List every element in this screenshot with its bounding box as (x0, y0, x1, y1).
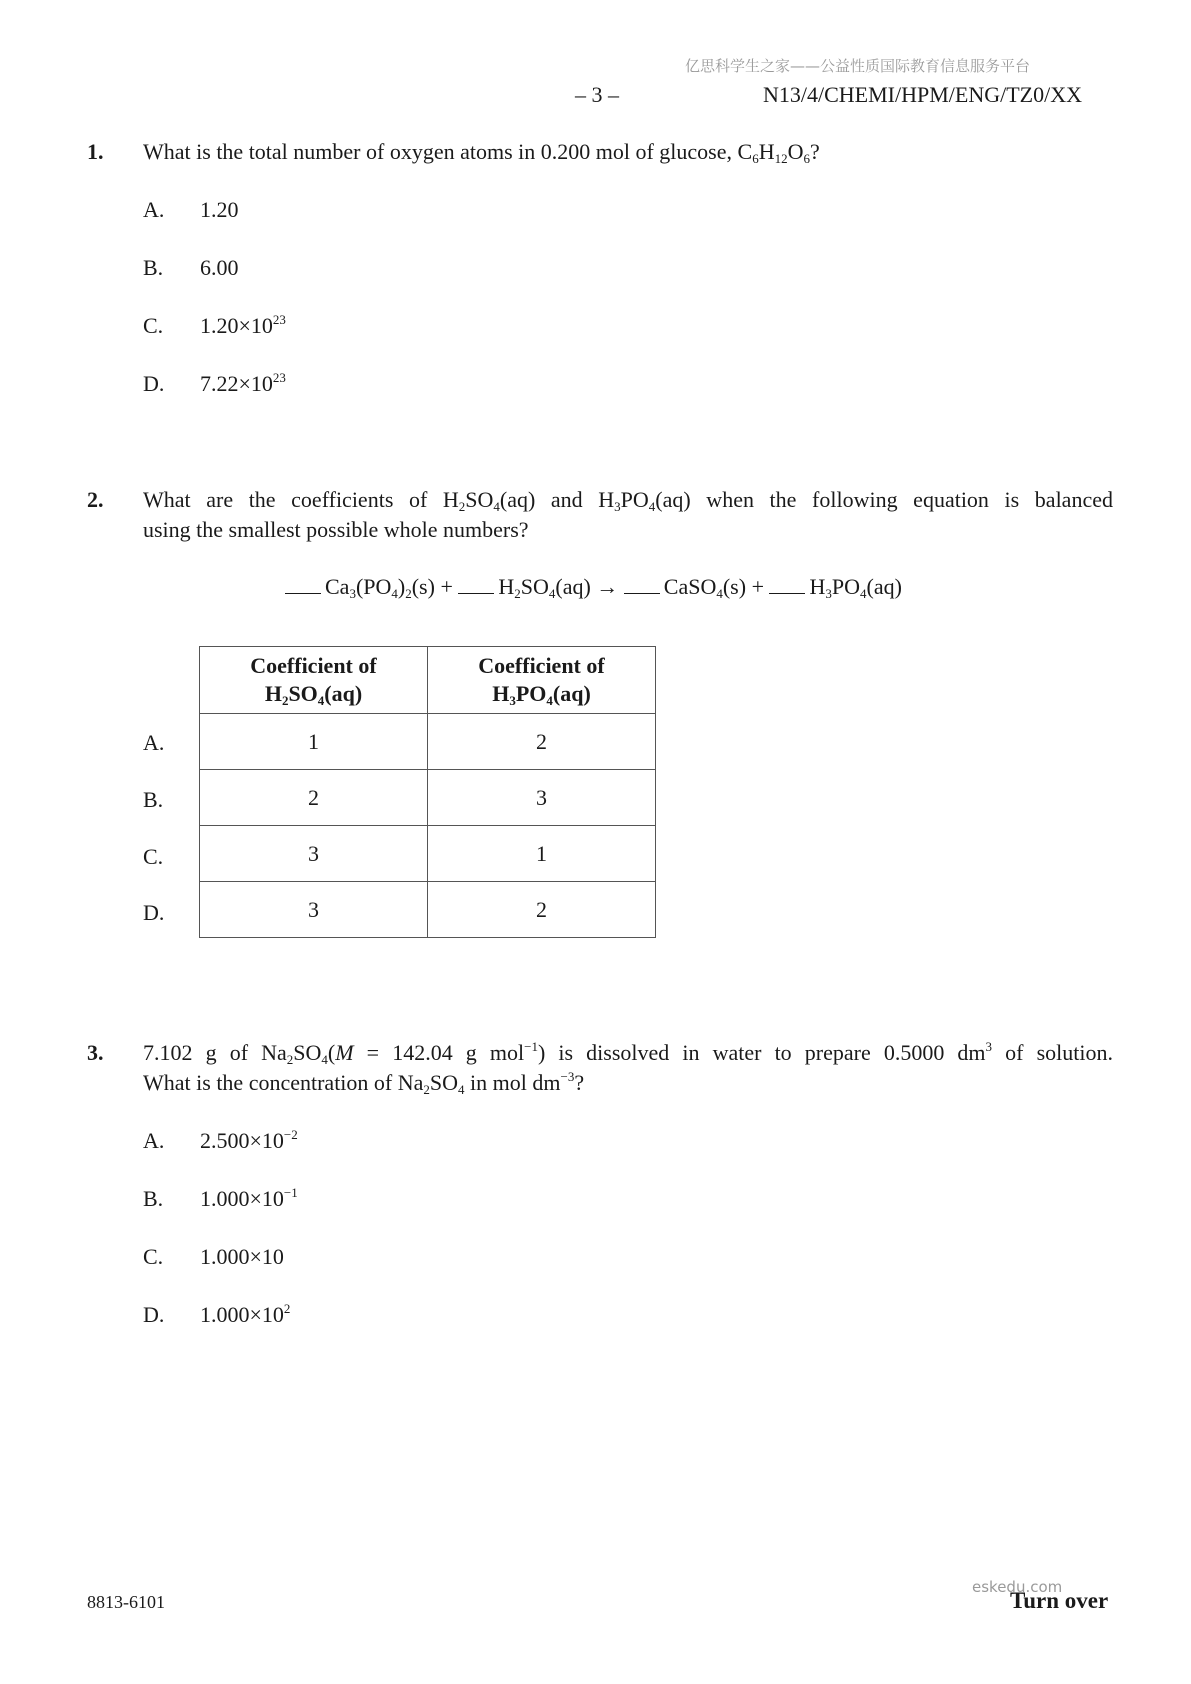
q1-option-value-text: 1.20×10 (200, 313, 273, 338)
blank-3 (624, 575, 660, 594)
q3-option-value-text: 1.000×10 (200, 1244, 284, 1269)
q3-sub: 4 (458, 1082, 465, 1097)
q1-sub: 6 (752, 151, 759, 166)
header-sub: 2 (281, 693, 289, 708)
q3-text-part: 7.102 g of Na (143, 1040, 287, 1065)
q3-option-letter: D. (143, 1302, 165, 1327)
table-cell: 3 (428, 770, 656, 826)
q3-text-part: SO (293, 1040, 322, 1065)
table-cell: 2 (200, 770, 428, 826)
q3-option-value (200, 1302, 290, 1328)
table-row (200, 770, 656, 826)
q3-text-part: ) is dissolved in water to prepare 0.5000 dm (537, 1040, 986, 1065)
table-cell: 2 (428, 882, 656, 938)
q3-option-exponent: −2 (283, 1127, 298, 1142)
q2-sub: 4 (648, 499, 656, 514)
page-number: – 3 – (575, 82, 619, 107)
q1-option-letter: B. (143, 255, 164, 280)
q1-option-exponent: 23 (272, 370, 286, 385)
q1-option-value-text: 7.22×10 (200, 371, 273, 396)
q3-option-letter: A. (143, 1128, 165, 1153)
header-sub: 4 (546, 693, 553, 708)
q2-text-part: What are the coefficients of H (143, 487, 459, 512)
q3-option-letter: C. (143, 1244, 164, 1269)
q3-molar-mass-symbol: M (335, 1040, 354, 1065)
q3-text-line1 (143, 1038, 1113, 1068)
q1-text-part: O (787, 139, 804, 164)
table-row (200, 826, 656, 882)
q1-option-value-text: 6.00 (200, 255, 239, 280)
q1-option-letter: A. (143, 197, 165, 222)
q3-sub: 2 (286, 1052, 294, 1067)
footer-code: 8813-6101 (87, 1592, 165, 1612)
header-sub: 3 (509, 693, 516, 708)
q1-option-value (200, 313, 286, 339)
table-cell: 2 (428, 714, 656, 770)
table-cell: 3 (200, 882, 428, 938)
q1-option-value (200, 197, 239, 223)
q2-text-part: (aq) and H (499, 487, 615, 512)
watermark-top: 亿思科学生之家——公益性质国际教育信息服务平台 (685, 57, 1031, 75)
q1-text-end: ? (809, 139, 820, 164)
q3-option-value (200, 1128, 298, 1154)
q1-text-part: H (758, 139, 775, 164)
header-text: SO (288, 681, 318, 706)
table-header-h3po4 (428, 647, 656, 714)
header-text: PO (515, 681, 547, 706)
q1-option-value (200, 371, 286, 397)
q3-text-part: in mol dm (464, 1070, 561, 1095)
q3-number: 3. (87, 1040, 104, 1065)
q2-row-letter: A. (143, 730, 165, 755)
q1-sub: 12 (774, 151, 788, 166)
q2-row-letter: D. (143, 900, 165, 925)
table-row (200, 714, 656, 770)
q3-sup: −3 (560, 1069, 575, 1084)
table-cell: 1 (200, 714, 428, 770)
q3-text-part: ? (574, 1070, 585, 1095)
q1-option-letter: C. (143, 313, 164, 338)
table-header-row (200, 647, 656, 714)
q3-option-value-text: 2.500×10 (200, 1128, 284, 1153)
q2-text-part: (aq) when the following equation is balanced (655, 487, 1113, 512)
q3-option-value-text: 1.000×10 (200, 1186, 284, 1211)
header-text: H (492, 681, 510, 706)
q3-option-exponent: 2 (283, 1301, 291, 1316)
q2-answer-table (199, 646, 656, 938)
header-text: (aq) (324, 681, 363, 706)
q2-sub: 4 (493, 499, 500, 514)
q3-sup: 3 (985, 1039, 993, 1054)
header-text: Coefficient of (250, 653, 377, 678)
header-text: Coefficient of (478, 653, 605, 678)
turn-over: Turn over (1010, 1588, 1109, 1613)
q3-option-exponent: −1 (283, 1185, 298, 1200)
q3-text-part: ( (327, 1040, 336, 1065)
q2-row-letter: B. (143, 787, 164, 812)
q3-text-part: SO (429, 1070, 459, 1095)
q3-text-part: = 142.04 g mol (353, 1040, 525, 1065)
q3-option-value (200, 1244, 284, 1270)
q2-text-part: SO (465, 487, 494, 512)
blank-2 (458, 575, 494, 594)
q3-sup: −1 (524, 1039, 538, 1054)
q3-option-value (200, 1186, 298, 1212)
blank-4 (769, 575, 805, 594)
header-text: H (264, 681, 282, 706)
q2-sub: 3 (614, 499, 621, 514)
q3-text-line2 (143, 1068, 584, 1098)
q2-text-line2: using the smallest possible whole numbers? (143, 517, 529, 542)
q1-text (143, 137, 820, 167)
table-cell: 1 (428, 826, 656, 882)
q2-text-line1 (143, 485, 1113, 515)
paper-code: N13/4/CHEMI/HPM/ENG/TZ0/XX (763, 82, 1082, 107)
q3-sub: 4 (321, 1052, 328, 1067)
table-cell: 3 (200, 826, 428, 882)
q1-number: 1. (87, 139, 104, 164)
q1-text-main: What is the total number of oxygen atoms in 0.200 mol of glucose, C (143, 139, 753, 164)
q1-option-letter: D. (143, 371, 165, 396)
q2-row-letter: C. (143, 844, 164, 869)
blank-1 (285, 575, 321, 594)
table-header-h2so4 (200, 647, 428, 714)
q1-option-exponent: 23 (272, 312, 286, 327)
q1-option-value (200, 255, 239, 281)
q3-option-value-text: 1.000×10 (200, 1302, 284, 1327)
q3-option-letter: B. (143, 1186, 164, 1211)
q2-equation: $Ca_3(PO_4)_2(s) + H_2SO_4(aq)$ → CaSO$_4$(s) + $H_3PO_4(aq)$ (285, 574, 902, 600)
q1-sub: 6 (803, 151, 810, 166)
q2-sub: 2 (458, 499, 466, 514)
q3-text-part: What is the concentration of Na (143, 1070, 424, 1095)
q1-option-value-text: 1.20 (200, 197, 239, 222)
q2-number: 2. (87, 487, 104, 512)
q3-sub: 2 (423, 1082, 430, 1097)
watermark-bottom: eskedu.com (972, 1578, 1063, 1596)
table-row (200, 882, 656, 938)
header-text: (aq) (552, 681, 591, 706)
header-sub: 4 (317, 693, 325, 708)
q2-text-part: PO (620, 487, 649, 512)
q3-text-part: of solution. (992, 1040, 1113, 1065)
